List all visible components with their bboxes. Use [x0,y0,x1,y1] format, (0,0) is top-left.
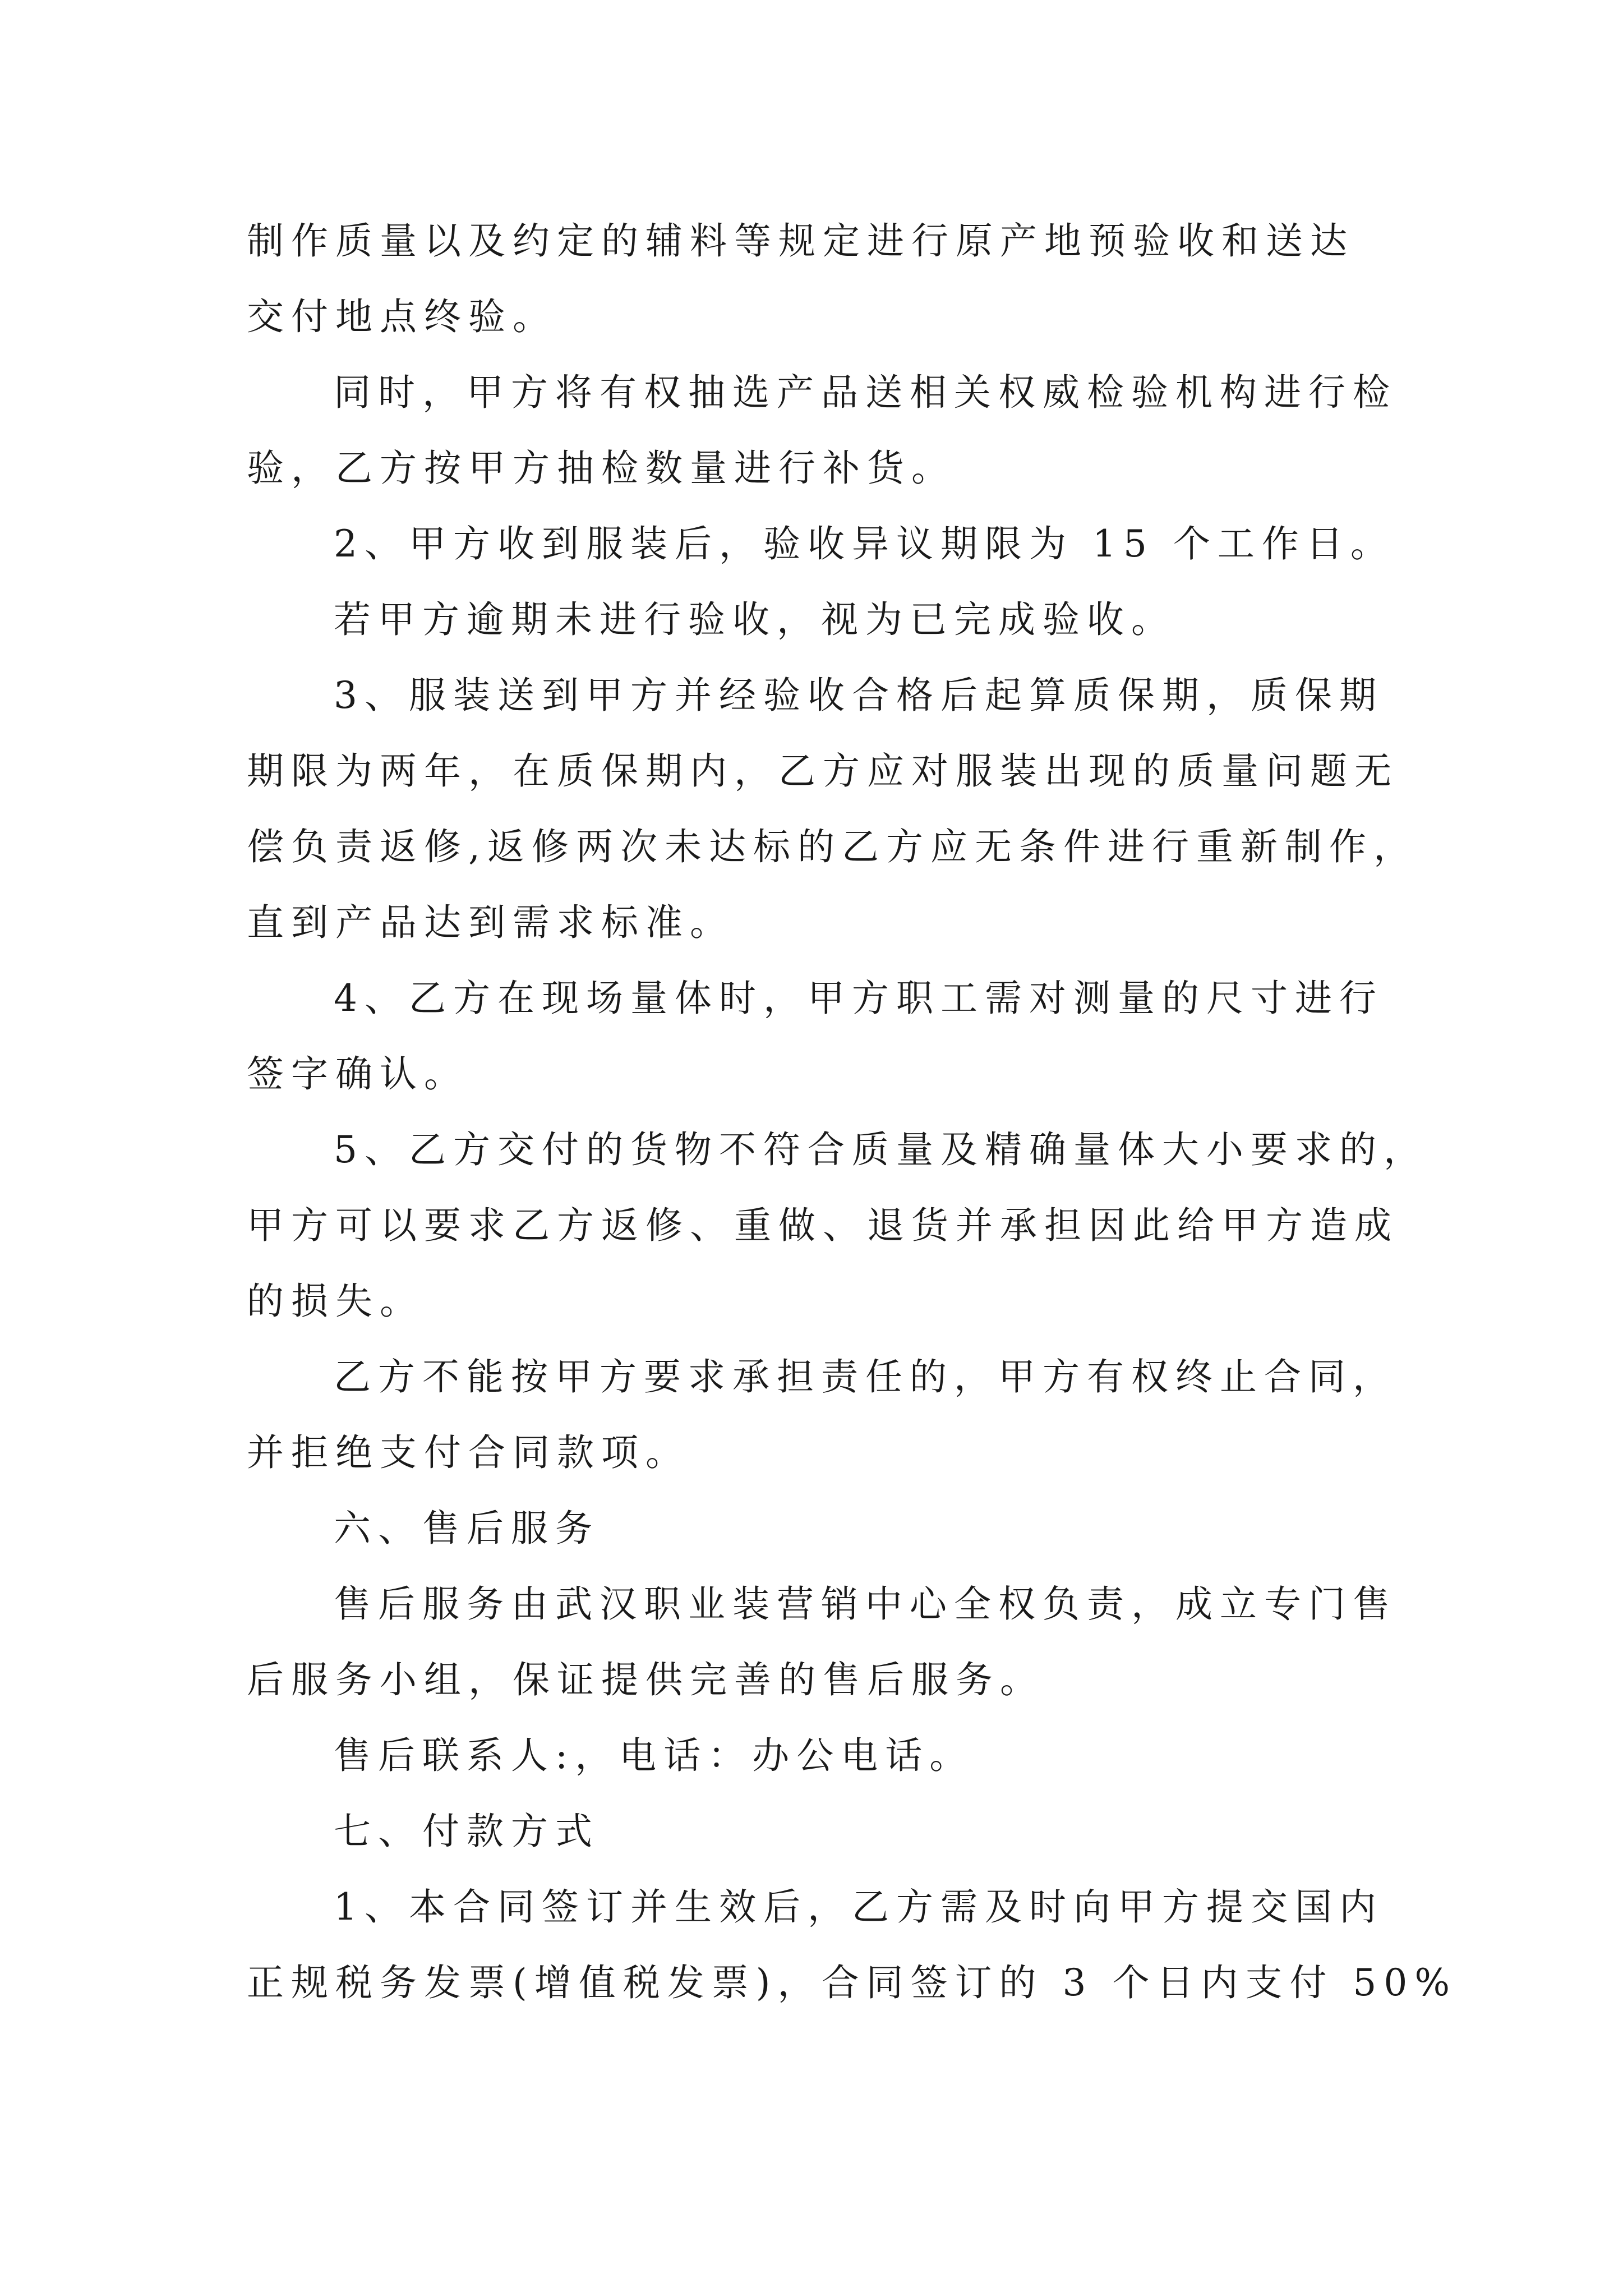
text-line: 4、乙方在现场量体时，甲方职工需对测量的尺寸进行 [334,977,1384,1020]
text-line: 2、甲方收到服装后，验收异议期限为 15 个工作日。 [334,522,1395,565]
text-line: 期限为两年，在质保期内，乙方应对服装出现的质量问题无 [247,749,1399,793]
text-line: 后服务小组，保证提供完善的售后服务。 [247,1658,1044,1701]
section-heading: 七、付款方式 [334,1810,600,1853]
section-heading: 六、售后服务 [334,1507,600,1550]
text-line: 售后联系人:，电话：办公电话。 [334,1734,974,1777]
text-line: 的损失。 [247,1280,424,1323]
text-line: 制作质量以及约定的辅料等规定进行原产地预验收和送达 [247,219,1354,263]
text-line: 若甲方逾期未进行验收，视为已完成验收。 [334,598,1175,641]
text-line: 乙方不能按甲方要求承担责任的，甲方有权终止合同， [334,1355,1397,1398]
text-line: 并拒绝支付合同款项。 [247,1431,690,1474]
text-line: 甲方可以要求乙方返修、重做、退货并承担因此给甲方造成 [247,1204,1399,1247]
text-line: 3、服装送到甲方并经验收合格后起算质保期，质保期 [334,674,1384,717]
text-line: 验，乙方按甲方抽检数量进行补货。 [247,447,956,490]
text-line: 直到产品达到需求标准。 [247,901,734,944]
text-line: 偿负责返修,返修两次未达标的乙方应无条件进行重新制作， [247,825,1418,868]
text-line: 售后服务由武汉职业装营销中心全权负责，成立专门售 [334,1582,1397,1626]
text-line: 签字确认。 [247,1052,468,1096]
text-line: 1、本合同签订并生效后，乙方需及时向甲方提交国内 [334,1885,1384,1929]
text-line: 交付地点终验。 [247,295,557,338]
text-line: 正规税务发票(增值税发票)，合同签订的 3 个日内支付 50% [247,1961,1458,2004]
text-line: 5、乙方交付的货物不符合质量及精确量体大小要求的， [334,1128,1428,1171]
text-line: 同时，甲方将有权抽选产品送相关权威检验机构进行检 [334,371,1397,414]
